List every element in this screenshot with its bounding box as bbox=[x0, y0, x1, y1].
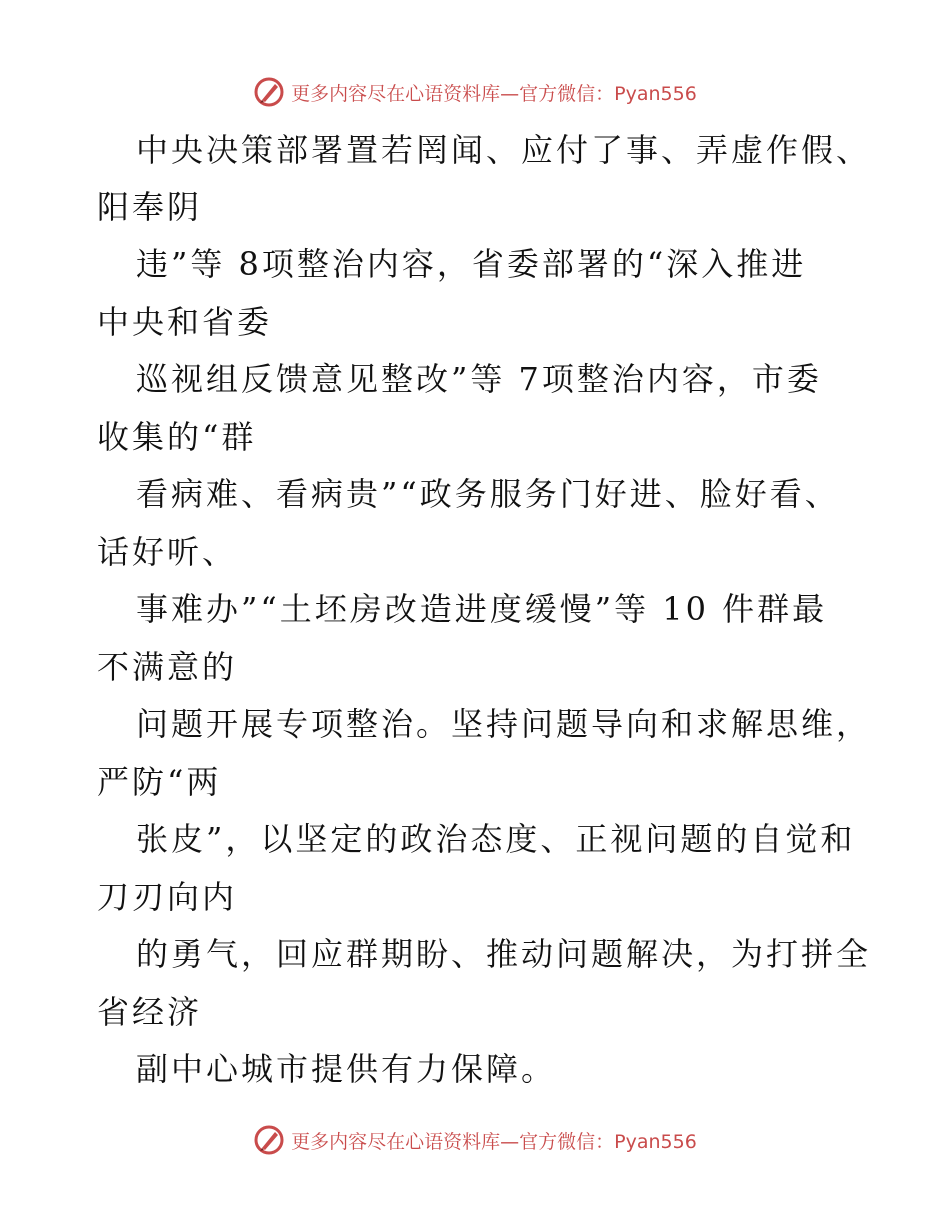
body-line: 中央和省委 bbox=[97, 303, 273, 341]
quill-pen-logo-icon bbox=[253, 76, 285, 108]
body-line: 张皮”，以坚定的政治态度、正视问题的自觉和 bbox=[136, 820, 856, 858]
body-line: 问题开展专项整治。坚持问题导向和求解思维， bbox=[136, 705, 872, 743]
footer-banner-text bbox=[291, 1127, 697, 1154]
body-line: 违”等 8项整治内容，省委部署的“深入推进 bbox=[136, 245, 807, 283]
body-line: 省经济 bbox=[97, 993, 203, 1031]
body-line: 不满意的 bbox=[97, 648, 238, 686]
body-line: 阳奉阴 bbox=[97, 188, 203, 226]
body-line: 刀刃向内 bbox=[97, 878, 238, 916]
body-line: 中央决策部署置若罔闻、应付了事、弄虚作假、 bbox=[136, 131, 872, 169]
header-banner bbox=[0, 72, 950, 112]
body-line: 副中心城市提供有力保障。 bbox=[136, 1050, 557, 1088]
body-line: 事难办”“土坯房改造进度缓慢”等 10 件群最 bbox=[136, 590, 828, 628]
header-banner-separator: — bbox=[500, 82, 520, 105]
quill-pen-logo-icon bbox=[253, 1124, 285, 1156]
header-banner-title: 更多内容尽在心语资料库 bbox=[291, 82, 501, 105]
body-line: 的勇气，回应群期盼、推动问题解决，为打拼全 bbox=[136, 935, 872, 973]
footer-banner-title: 更多内容尽在心语资料库 bbox=[291, 1130, 501, 1153]
body-line: 严防“两 bbox=[97, 763, 222, 801]
body-line: 看病难、看病贵”“政务服务门好进、脸好看、 bbox=[136, 475, 840, 513]
header-banner-contact: 官方微信：Pyan556 bbox=[519, 82, 697, 105]
footer-banner-contact: 官方微信：Pyan556 bbox=[519, 1130, 697, 1153]
body-line: 收集的“群 bbox=[97, 418, 257, 456]
footer-banner-separator: — bbox=[500, 1130, 520, 1153]
body-line: 话好听、 bbox=[97, 533, 238, 571]
body-line: 巡视组反馈意见整改”等 7项整治内容，市委 bbox=[136, 360, 822, 398]
header-banner-text bbox=[291, 79, 697, 106]
footer-banner bbox=[0, 1120, 950, 1160]
